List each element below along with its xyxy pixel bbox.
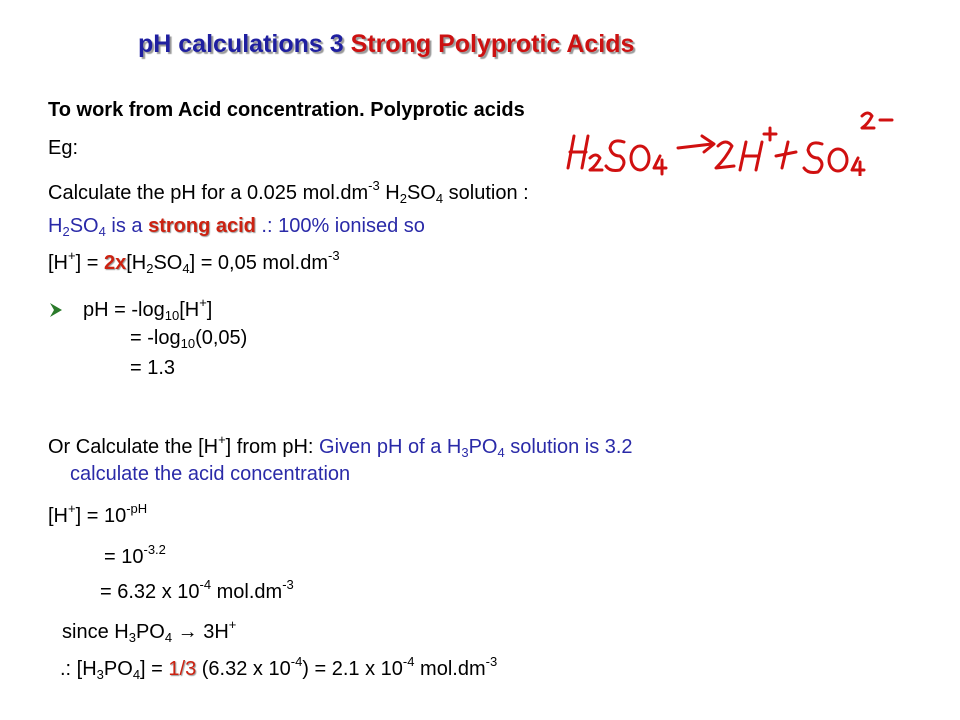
handwritten-equation	[560, 106, 900, 176]
h-eq-1: $[H^+] = 10^{-pH}$	[48, 501, 148, 527]
title-part1: pH calculations 3	[138, 30, 344, 58]
final-line: .: $[H_3PO_4] = 1/3$ (6.32 x $10^{-4}) = 2.1$ x $10^{-4}$ $mol.dm^{-3}$	[60, 654, 498, 682]
example-label: Eg:	[48, 137, 79, 159]
ph-line-2: = $-\log_{10}(0,05)$	[130, 327, 248, 351]
factor-2x: 2x	[103, 252, 127, 274]
h-eq-3: = 6.32 x $10^{-4}$ $mol.dm^{-3}$	[100, 577, 294, 603]
or-calc-line: Or Calculate the [H+] from pH: Given pH of a $H_3PO_4$ solution is 3.2	[48, 432, 633, 460]
section-heading: To work from Acid concentration. Polyprotic acids	[48, 99, 525, 121]
since-line: since $H_3PO_4 \to 3H^+$	[62, 617, 237, 645]
calc-line: Calculate the pH for a 0.025 $mol.dm^{-3}$ $H_2SO_4$ solution :	[48, 178, 529, 206]
title-part2: Strong Polyprotic Acids	[350, 30, 635, 58]
slide-title	[138, 30, 634, 59]
factor-one-third: 1/3	[168, 658, 197, 680]
strong-acid-highlight: strong acid	[148, 215, 256, 237]
strong-acid-line: $H_2SO_4$ is a strong acid .: 100% ionised so	[48, 215, 425, 239]
arrow-bullet-icon	[50, 303, 62, 317]
h-eq-2: = $10^{-3.2}$	[104, 542, 166, 568]
or-calc-line-2: calculate the acid concentration	[70, 463, 351, 485]
ph-line-1: pH = $-\log_{10}[H^+]$	[83, 295, 213, 323]
hplus-conc-line: $[H^+] = 2x[H_2SO_4] = 0,05$ $mol.dm^{-3}$	[48, 248, 340, 276]
ph-line-3: = 1.3	[130, 357, 176, 379]
